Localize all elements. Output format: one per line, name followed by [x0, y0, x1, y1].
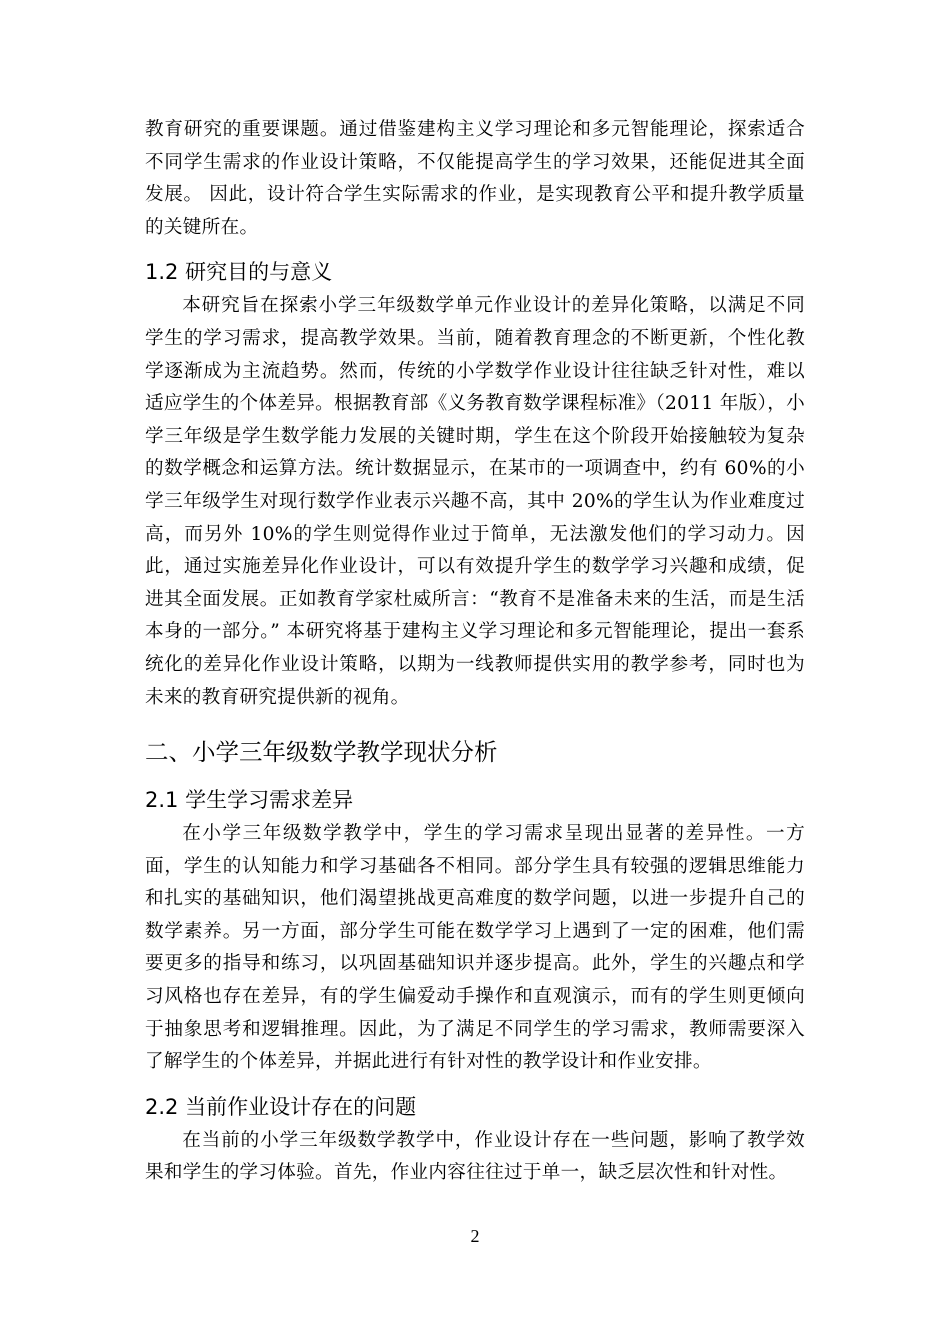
page-number: 2 — [470, 1226, 480, 1246]
section-2-1-paragraph: 在小学三年级数学教学中，学生的学习需求呈现出显著的差异性。一方面，学生的认知能力和学习基础各不相同。部分学生具有较强的逻辑思维能力和扎实的基础知识，他们渴望挑战更高难度的数学问题，以进一步提升自己的数学素养。另一方面，部分学生可能在数学学习上遇到了一定的困难，他们需要更多的指导和练习，以巩固基础知识并逐步提高。此外，学生的兴趣点和学习风格也存在差异，有的学生偏爱动手操作和直观演示，而有的学生则更倾向于抽象思考和逻辑推理。因此，为了满足不同学生的学习需求，教师需要深入了解学生的个体差异，并据此进行有针对性的教学设计和作业安排。 — [145, 823, 805, 1073]
page-content — [145, 114, 805, 1190]
chapter-heading-2: 二、小学三年级数学教学现状分析 — [145, 738, 498, 767]
section-heading-1-2: 1.2 研究目的与意义 — [145, 260, 333, 285]
section-heading-2-1: 2.1 学生学习需求差异 — [145, 788, 354, 813]
intro-paragraph: 教育研究的重要课题。通过借鉴建构主义学习理论和多元智能理论，探索适合不同学生需求的作业设计策略，不仅能提高学生的学习效果，还能促进其全面发展。 因此，设计符合学生实际需求的作业，是实现教育公平和提升教学质量的关键所在。 — [145, 119, 805, 238]
section-heading-2-2: 2.2 当前作业设计存在的问题 — [145, 1094, 417, 1119]
section-2-2-paragraph: 在当前的小学三年级数学教学中，作业设计存在一些问题，影响了教学效果和学生的学习体验。首先，作业内容往往过于单一，缺乏层次性和针对性。 — [145, 1129, 805, 1184]
section-1-2-paragraph: 本研究旨在探索小学三年级数学单元作业设计的差异化策略，以满足不同学生的学习需求，提高教学效果。当前，随着教育理念的不断更新，个性化教学逐渐成为主流趋势。然而，传统的小学数学作业设计往往缺乏针对性，难以适应学生的个体差异。根据教育部《义务教育数学课程标准》（2011 年版），小学三年级是学生数学能力发展的关键时期，学生在这个阶段开始接触较为复杂的数学概念和运算方法。统计数据显示，在某市的一项调查中，约有 60%的小学三年级学生对现行数学作业表示兴趣不高，其中 20%的学生认为作业难度过高，而另外 10%的学生则觉得作业过于简单，无法激发他们的学习动力。因此，通过实施差异化作业设计，可以有效提升学生的数学学习兴趣和成绩，促进其全面发展。正如教育学家杜威所言：“教育不是准备未来的生活，而是生活本身的一部分。” 本研究将基于建构主义学习理论和多元智能理论，提出一套系统化的差异化作业设计策略，以期为一线教师提供实用的教学参考，同时也为未来的教育研究提供新的视角。 — [145, 295, 805, 708]
